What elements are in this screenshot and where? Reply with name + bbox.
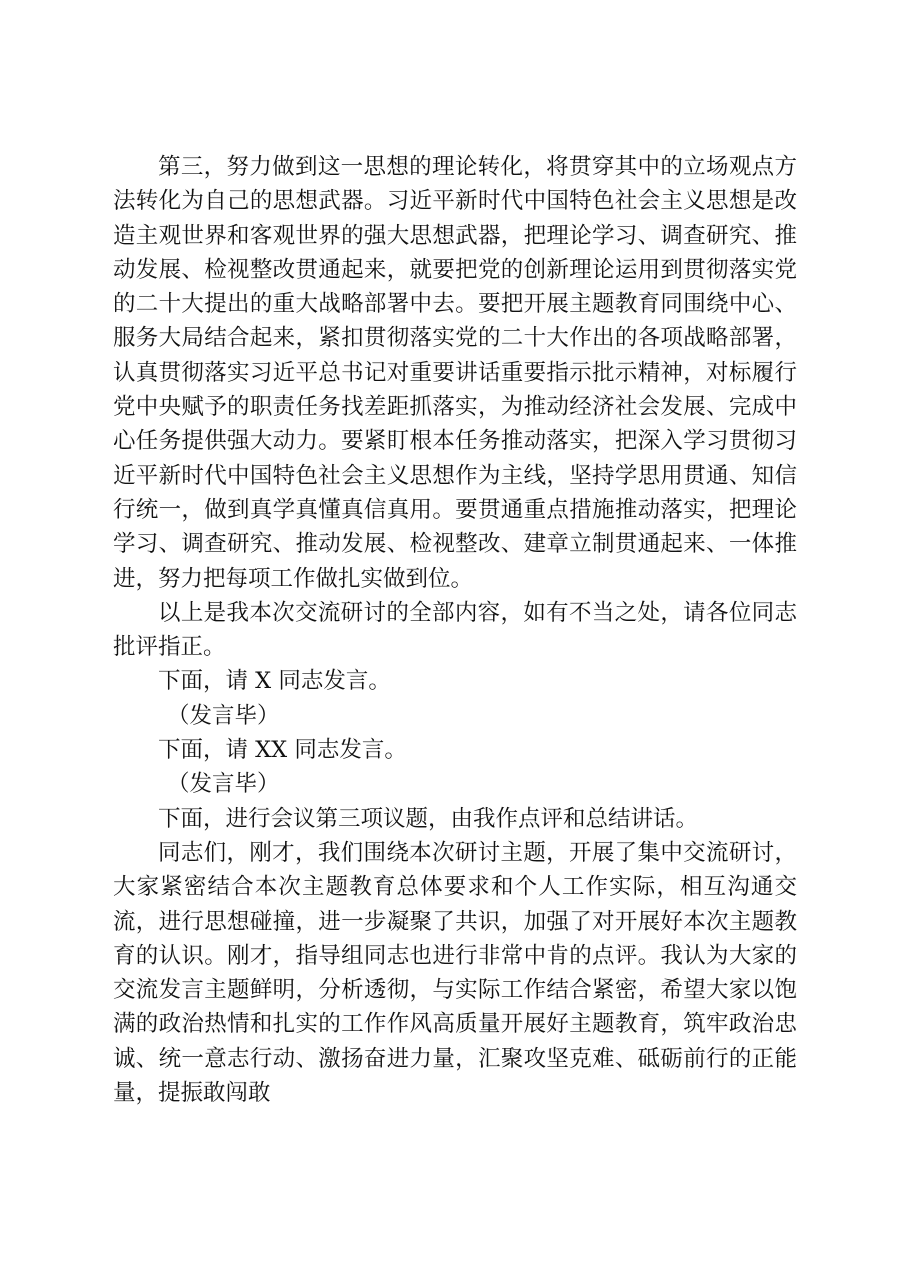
paragraph-speech-finished-1: （发言毕） [167, 702, 280, 729]
paragraph-next-speaker-x: 下面，请 X 同志发言。 [158, 668, 391, 695]
document-body [113, 150, 797, 1110]
paragraph-closing-remarks: 以上是我本次交流研讨的全部内容，如有不当之处，请各位同志批评指正。 [113, 599, 797, 661]
paragraph-third-agenda-item: 下面，进行会议第三项议题，由我作点评和总结讲话。 [158, 805, 699, 832]
paragraph-theory-transformation: 第三，努力做到这一思想的理论转化，将贯穿其中的立场观点方法转化为自己的思想武器。习近平新时代中国特色社会主义思想是改造主观世界和客观世界的强大思想武器，把理论学习、调查研究、推动发展、检视整改贯通起来，就要把党的创新理论运用到贯彻落实党的二十大提出的重大战略部署中去。要把开展主题教育同围绕中心、服务大局结合起来，紧扣贯彻落实党的二十大作出的各项战略部署，认真贯彻落实习近平总书记对重要讲话重要指示批示精神，对标履行党中央赋予的职责任务找差距抓落实，为推动经济社会发展、完成中心任务提供强大动力。要紧盯根本任务推动落实，把深入学习贯彻习近平新时代中国特色社会主义思想作为主线，坚持学思用贯通、知信行统一，做到真学真懂真信真用。要贯通重点措施推动落实，把理论学习、调查研究、推动发展、检视整改、建章立制贯通起来、一体推进，努力把每项工作做扎实做到位。 [113, 154, 797, 592]
paragraph-speech-finished-2: （发言毕） [167, 771, 280, 798]
paragraph-next-speaker-xx: 下面，请 XX 同志发言。 [158, 737, 407, 764]
paragraph-summary-speech: 同志们，刚才，我们围绕本次研讨主题，开展了集中交流研讨，大家紧密结合本次主题教育总体要求和个人工作实际，相互沟通交流，进行思想碰撞，进一步凝聚了共识，加强了对开展好本次主题教育的认识。刚才，指导组同志也进行非常中肯的点评。我认为大家的交流发言主题鲜明，分析透彻，与实际工作结合紧密，希望大家以饱满的政治热情和扎实的工作作风高质量开展好主题教育，筑牢政治忠诚、统一意志行动、激扬奋进力量，汇聚攻坚克难、砥砺前行的正能量，提振敢闯敢 [113, 839, 797, 1107]
